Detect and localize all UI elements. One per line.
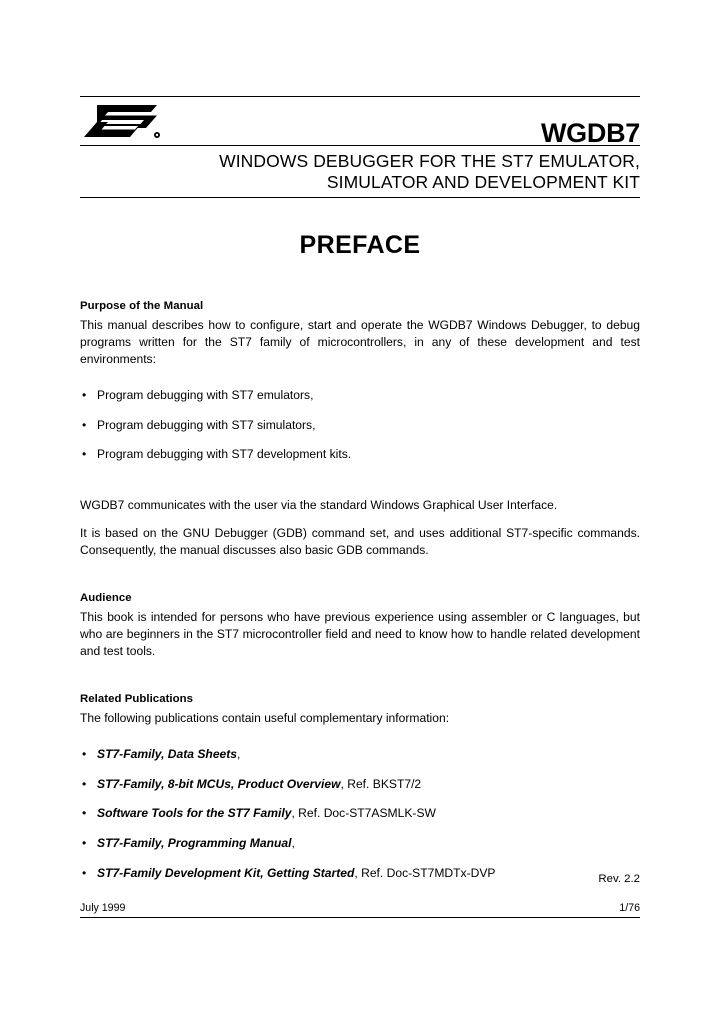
document-subtitle [80,146,640,197]
document-title: WGDB7 [541,118,640,148]
publication-reference: , [237,747,241,762]
st-logo [82,102,164,142]
footer-date: July 1999 [80,902,126,914]
publication-title: ST7-Family, Programming Manual [97,836,292,850]
page-number: 1/76 [619,902,640,914]
document-page [80,0,640,1012]
bullet-icon: • [82,836,87,850]
publication-title: ST7-Family Development Kit, Getting Started [97,865,355,880]
audience-paragraph: This book is intended for persons who have previous experience using assembler or C languages, but who are beginners in the ST7 microcontroller field and need to know how to handle related development and test tools. [80,609,640,659]
list-item [80,805,640,822]
purpose-gui-paragraph: WGDB7 communicates with the user via the standard Windows Graphical User Interface. [80,497,558,512]
list-item-label: Program debugging with ST7 simulators, [97,417,316,432]
publication-reference: , [291,836,295,850]
list-item [80,776,640,793]
publication-title: ST7-Family, Data Sheets [97,747,238,762]
section-heading-related-publications: Related Publications [80,693,194,706]
list-item [80,746,640,763]
header-bottom-rule [80,197,640,198]
publication-title: Software Tools for the ST7 Family [97,806,292,821]
list-item [80,387,640,404]
bullet-icon: • [82,865,87,880]
purpose-bullet-list [80,387,640,463]
footer-rule [80,917,640,918]
list-item [80,417,640,434]
revision-label: Rev. 2.2 [598,873,640,885]
list-item [80,835,640,852]
subtitle-line-1: WINDOWS DEBUGGER FOR THE ST7 EMULATOR, [219,151,640,171]
footer-row [80,902,640,917]
publication-title: ST7-Family, 8-bit MCUs, Product Overview [97,776,341,791]
header-band [80,97,640,148]
purpose-intro-paragraph: This manual describes how to configure, start and operate the WGDB7 Windows Debugger, to debug programs written for the ST7 family of microcontrollers, in any of these development and test environments: [80,318,640,367]
list-item [80,446,640,463]
page-footer [80,873,640,918]
related-publications-list [80,746,640,881]
publication-reference: , Ref. Doc-ST7MDTx-DVP [354,865,496,880]
bullet-icon: • [82,447,87,462]
page-title: PREFACE [299,231,421,259]
bullet-icon: • [82,776,87,791]
bullet-icon: • [82,417,87,432]
list-item-label: Program debugging with ST7 emulators, [97,388,314,403]
bullet-icon: • [82,388,87,403]
bullet-icon: • [82,747,87,762]
bullet-icon: • [82,806,87,821]
document-content [80,300,640,882]
subtitle-line-2: SIMULATOR AND DEVELOPMENT KIT [326,172,640,192]
section-heading-audience: Audience [80,591,132,604]
related-publications-intro: The following publications contain useful complementary information: [80,711,450,726]
section-heading-purpose: Purpose of the Manual [80,300,204,312]
purpose-gdb-paragraph: It is based on the GNU Debugger (GDB) command set, and uses additional ST7-specific commands. Consequently, the manual discusses also basic GDB commands. [80,525,640,557]
list-item-label: Program debugging with ST7 development kits. [97,447,352,462]
publication-reference: , Ref. Doc-ST7ASMLK-SW [291,806,436,821]
publication-reference: , Ref. BKST7/2 [340,776,422,791]
